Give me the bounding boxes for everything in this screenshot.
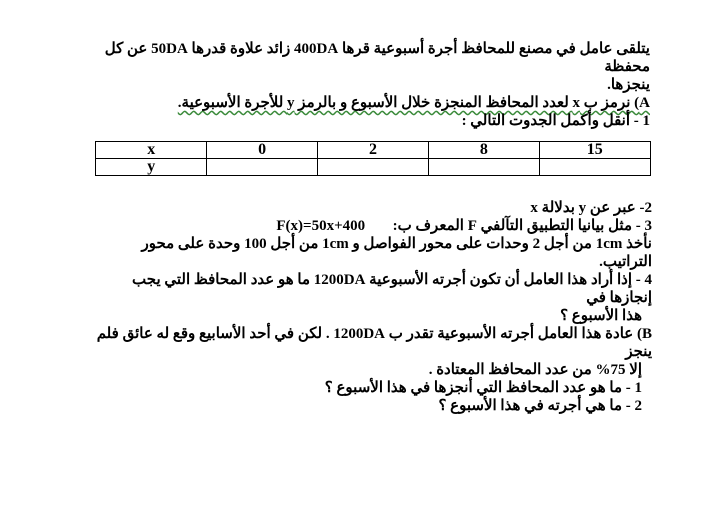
question-3 (95, 217, 652, 235)
part-a-statement: A) نرمز ب x لعدد المحافظ المنجزة خلال الأسبوع و بالرمز y للأجرة الأسبوعية. (177, 95, 650, 111)
problem-statement (95, 40, 650, 130)
table-cell-y-value (207, 159, 317, 176)
table-cell-x-value: 8 (429, 142, 539, 159)
questions-block (95, 199, 652, 415)
table-cell-y-value (429, 159, 539, 176)
table-row-y (96, 159, 651, 176)
question-2: 2- عبر عن y بدلالة x (530, 200, 652, 216)
question-3-formula: F(x)=50x+400 (276, 218, 366, 234)
table-cell-x-label: x (96, 142, 207, 159)
table-cell-y-value (317, 159, 428, 176)
table-cell-y-label: y (96, 159, 207, 176)
question-3-scale: نأخذ 1cm من أجل 2 وحدات على محور الفواصل و 1cm من أجل 100 وحدة على محور التراتيب. (141, 236, 652, 270)
question-3-text: 3 - مثل بيانيا التطبيق التآلفي F المعرف ب: (392, 218, 652, 234)
part-a-question-1: 1 - أنقل وأكمل الجدوت التالي : (461, 113, 650, 129)
table-cell-x-value: 2 (317, 142, 428, 159)
table-cell-x-value: 0 (207, 142, 317, 159)
part-b-line-1: B) عادة هذا العامل أجرته الأسبوعية تقدر ب 1200DA . لكن في أحد الأسابيع وقع له عائق فلم ينجز (96, 326, 652, 360)
question-4-line-1: 4 - إذا أراد هذا العامل أن تكون أجرته الأسبوعية 1200DA ما هو عدد المحافظ التي يجب إنجازها في (132, 272, 652, 306)
intro-line-1: يتلقى عامل في مصنع للمحافظ أجرة أسبوعية قرها 400DA زائد علاوة قدرها 50DA عن كل محفظة (104, 41, 650, 75)
table-cell-y-value (539, 159, 650, 176)
question-4-line-2: هذا الأسبوع ؟ (560, 308, 642, 324)
part-b-question-2: 2 - ما هي أجرته في هذا الأسبوع ؟ (438, 398, 642, 414)
table-row-x (96, 142, 651, 159)
values-table (95, 141, 651, 176)
intro-line-2: ينجزها. (607, 77, 650, 93)
part-b-question-1: 1 - ما هو عدد المحافظ التي أنجزها في هذا الأسبوع ؟ (324, 380, 642, 396)
table-cell-x-value: 15 (539, 142, 650, 159)
part-b-line-2: إلا 75% من عدد المحافظ المعتادة . (428, 362, 642, 378)
